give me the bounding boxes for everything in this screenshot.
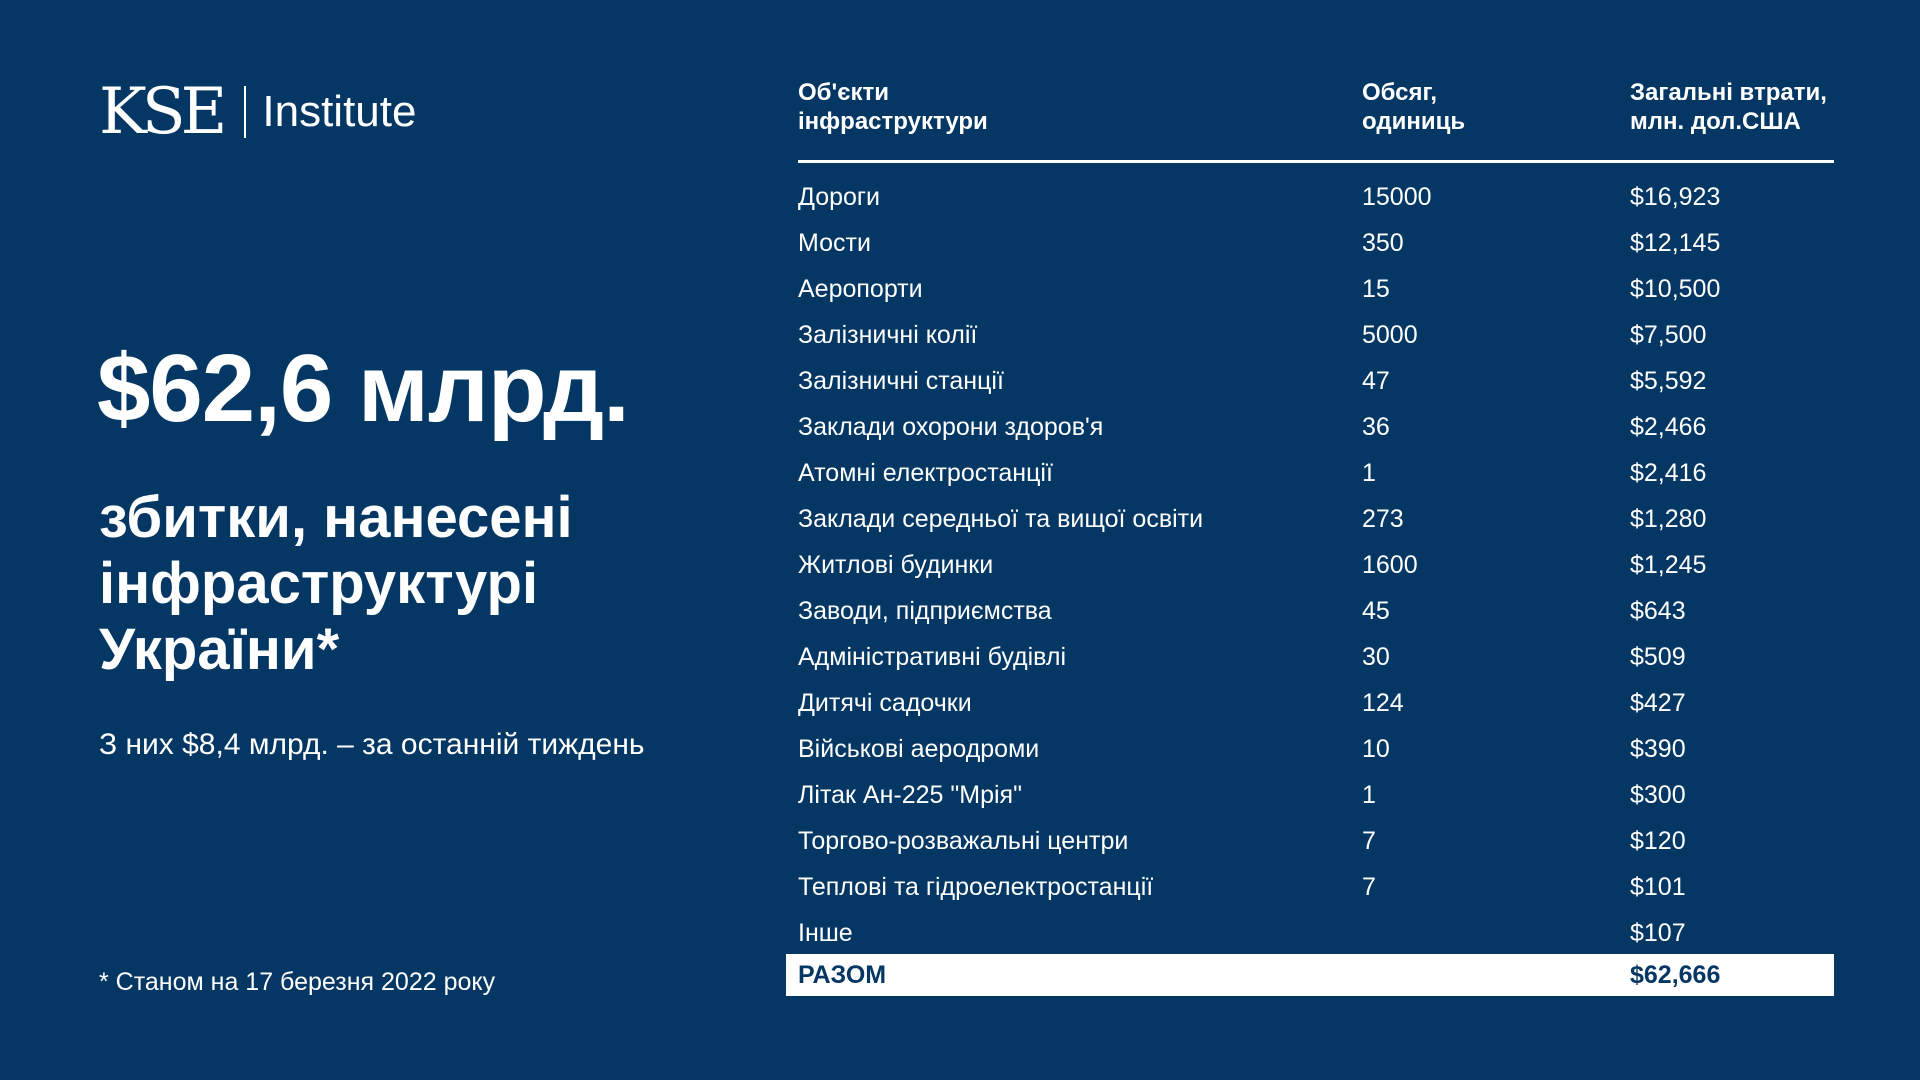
row-volume: 124 — [1362, 689, 1404, 717]
total-label: РАЗОМ — [798, 961, 887, 989]
row-losses: $7,500 — [1630, 321, 1707, 349]
row-volume: 273 — [1362, 505, 1404, 533]
table-header — [786, 78, 1834, 162]
header-infrastructure-objects: Об'єкти інфраструктури — [798, 79, 988, 135]
table-row — [786, 220, 1834, 266]
logo-text: Institute — [262, 87, 417, 136]
row-losses: $10,500 — [1630, 275, 1721, 303]
row-volume: 10 — [1362, 735, 1390, 763]
table-row — [786, 680, 1834, 726]
row-object: Житлові будинки — [798, 551, 994, 579]
row-losses: $427 — [1630, 689, 1686, 717]
row-losses: $509 — [1630, 643, 1686, 671]
header-total-losses: Загальні втрати, млн. дол.США — [1630, 79, 1827, 135]
footnote: * Станом на 17 березня 2022 року — [99, 968, 496, 996]
row-losses: $12,145 — [1630, 229, 1721, 257]
total-losses: $62,666 — [1630, 961, 1721, 989]
row-object: Залізничні колії — [798, 321, 978, 349]
weekly-note: З них $8,4 млрд. – за останній тиждень — [99, 728, 645, 761]
row-object: Літак Ан-225 "Мрія" — [798, 781, 1022, 809]
subheadline-line: збитки, нанесені — [99, 485, 573, 550]
row-volume: 47 — [1362, 367, 1390, 395]
row-object: Заклади охорони здоров'я — [798, 413, 1104, 441]
table-row — [786, 910, 1834, 956]
subheadline-line: України* — [99, 617, 340, 682]
row-volume: 1 — [1362, 459, 1376, 487]
table-row — [786, 450, 1834, 496]
row-object: Мости — [798, 229, 871, 257]
infrastructure-damage-table — [786, 78, 1834, 989]
row-volume: 15000 — [1362, 183, 1432, 211]
table-row — [786, 266, 1834, 312]
row-object: Адміністративні будівлі — [798, 643, 1067, 671]
row-object: Військові аеродроми — [798, 735, 1040, 763]
row-object: Дороги — [798, 183, 881, 211]
kse-institute-logo — [99, 75, 417, 149]
table-row — [786, 496, 1834, 542]
table-body — [786, 174, 1834, 956]
subheadline-line: інфраструктурі — [99, 551, 539, 616]
row-object: Інше — [798, 919, 853, 947]
table-row — [786, 726, 1834, 772]
row-losses: $5,592 — [1630, 367, 1707, 395]
row-losses: $643 — [1630, 597, 1686, 625]
table-row — [786, 542, 1834, 588]
table-row — [786, 404, 1834, 450]
row-object: Теплові та гідроелектростанції — [798, 873, 1154, 901]
row-object: Дитячі садочки — [798, 689, 972, 717]
row-volume: 36 — [1362, 413, 1390, 441]
header-divider — [798, 160, 1834, 163]
row-losses: $390 — [1630, 735, 1686, 763]
row-object: Залізничні станції — [798, 367, 1004, 395]
row-object: Заводи, підприємства — [798, 597, 1052, 625]
headline-total-damage: $62,6 млрд. — [97, 335, 629, 442]
row-losses: $1,245 — [1630, 551, 1707, 579]
table-row — [786, 174, 1834, 220]
table-row — [786, 772, 1834, 818]
row-volume: 7 — [1362, 873, 1376, 901]
table-row — [786, 588, 1834, 634]
row-losses: $101 — [1630, 873, 1686, 901]
header-volume-units: Обсяг, одиниць — [1362, 79, 1466, 135]
row-volume: 15 — [1362, 275, 1390, 303]
table-row — [786, 312, 1834, 358]
row-losses: $300 — [1630, 781, 1686, 809]
row-volume: 350 — [1362, 229, 1404, 257]
row-object: Атомні електростанції — [798, 459, 1053, 487]
row-object: Заклади середньої та вищої освіти — [798, 505, 1204, 533]
row-volume: 7 — [1362, 827, 1376, 855]
row-object: Торгово-розважальні центри — [798, 827, 1129, 855]
row-volume: 5000 — [1362, 321, 1418, 349]
row-volume: 1 — [1362, 781, 1376, 809]
logo-divider — [244, 86, 246, 138]
table-row — [786, 358, 1834, 404]
table-row — [786, 864, 1834, 910]
subheadline — [99, 485, 739, 683]
row-losses: $16,923 — [1630, 183, 1721, 211]
row-losses: $2,416 — [1630, 459, 1707, 487]
row-losses: $2,466 — [1630, 413, 1707, 441]
logo-mark: KSE — [99, 75, 223, 149]
table-row — [786, 818, 1834, 864]
row-volume: 1600 — [1362, 551, 1418, 579]
row-losses: $120 — [1630, 827, 1686, 855]
row-losses: $107 — [1630, 919, 1686, 947]
row-losses: $1,280 — [1630, 505, 1707, 533]
row-volume: 30 — [1362, 643, 1390, 671]
table-total-row — [786, 954, 1834, 996]
row-volume: 45 — [1362, 597, 1390, 625]
row-object: Аеропорти — [798, 275, 923, 303]
table-row — [786, 634, 1834, 680]
